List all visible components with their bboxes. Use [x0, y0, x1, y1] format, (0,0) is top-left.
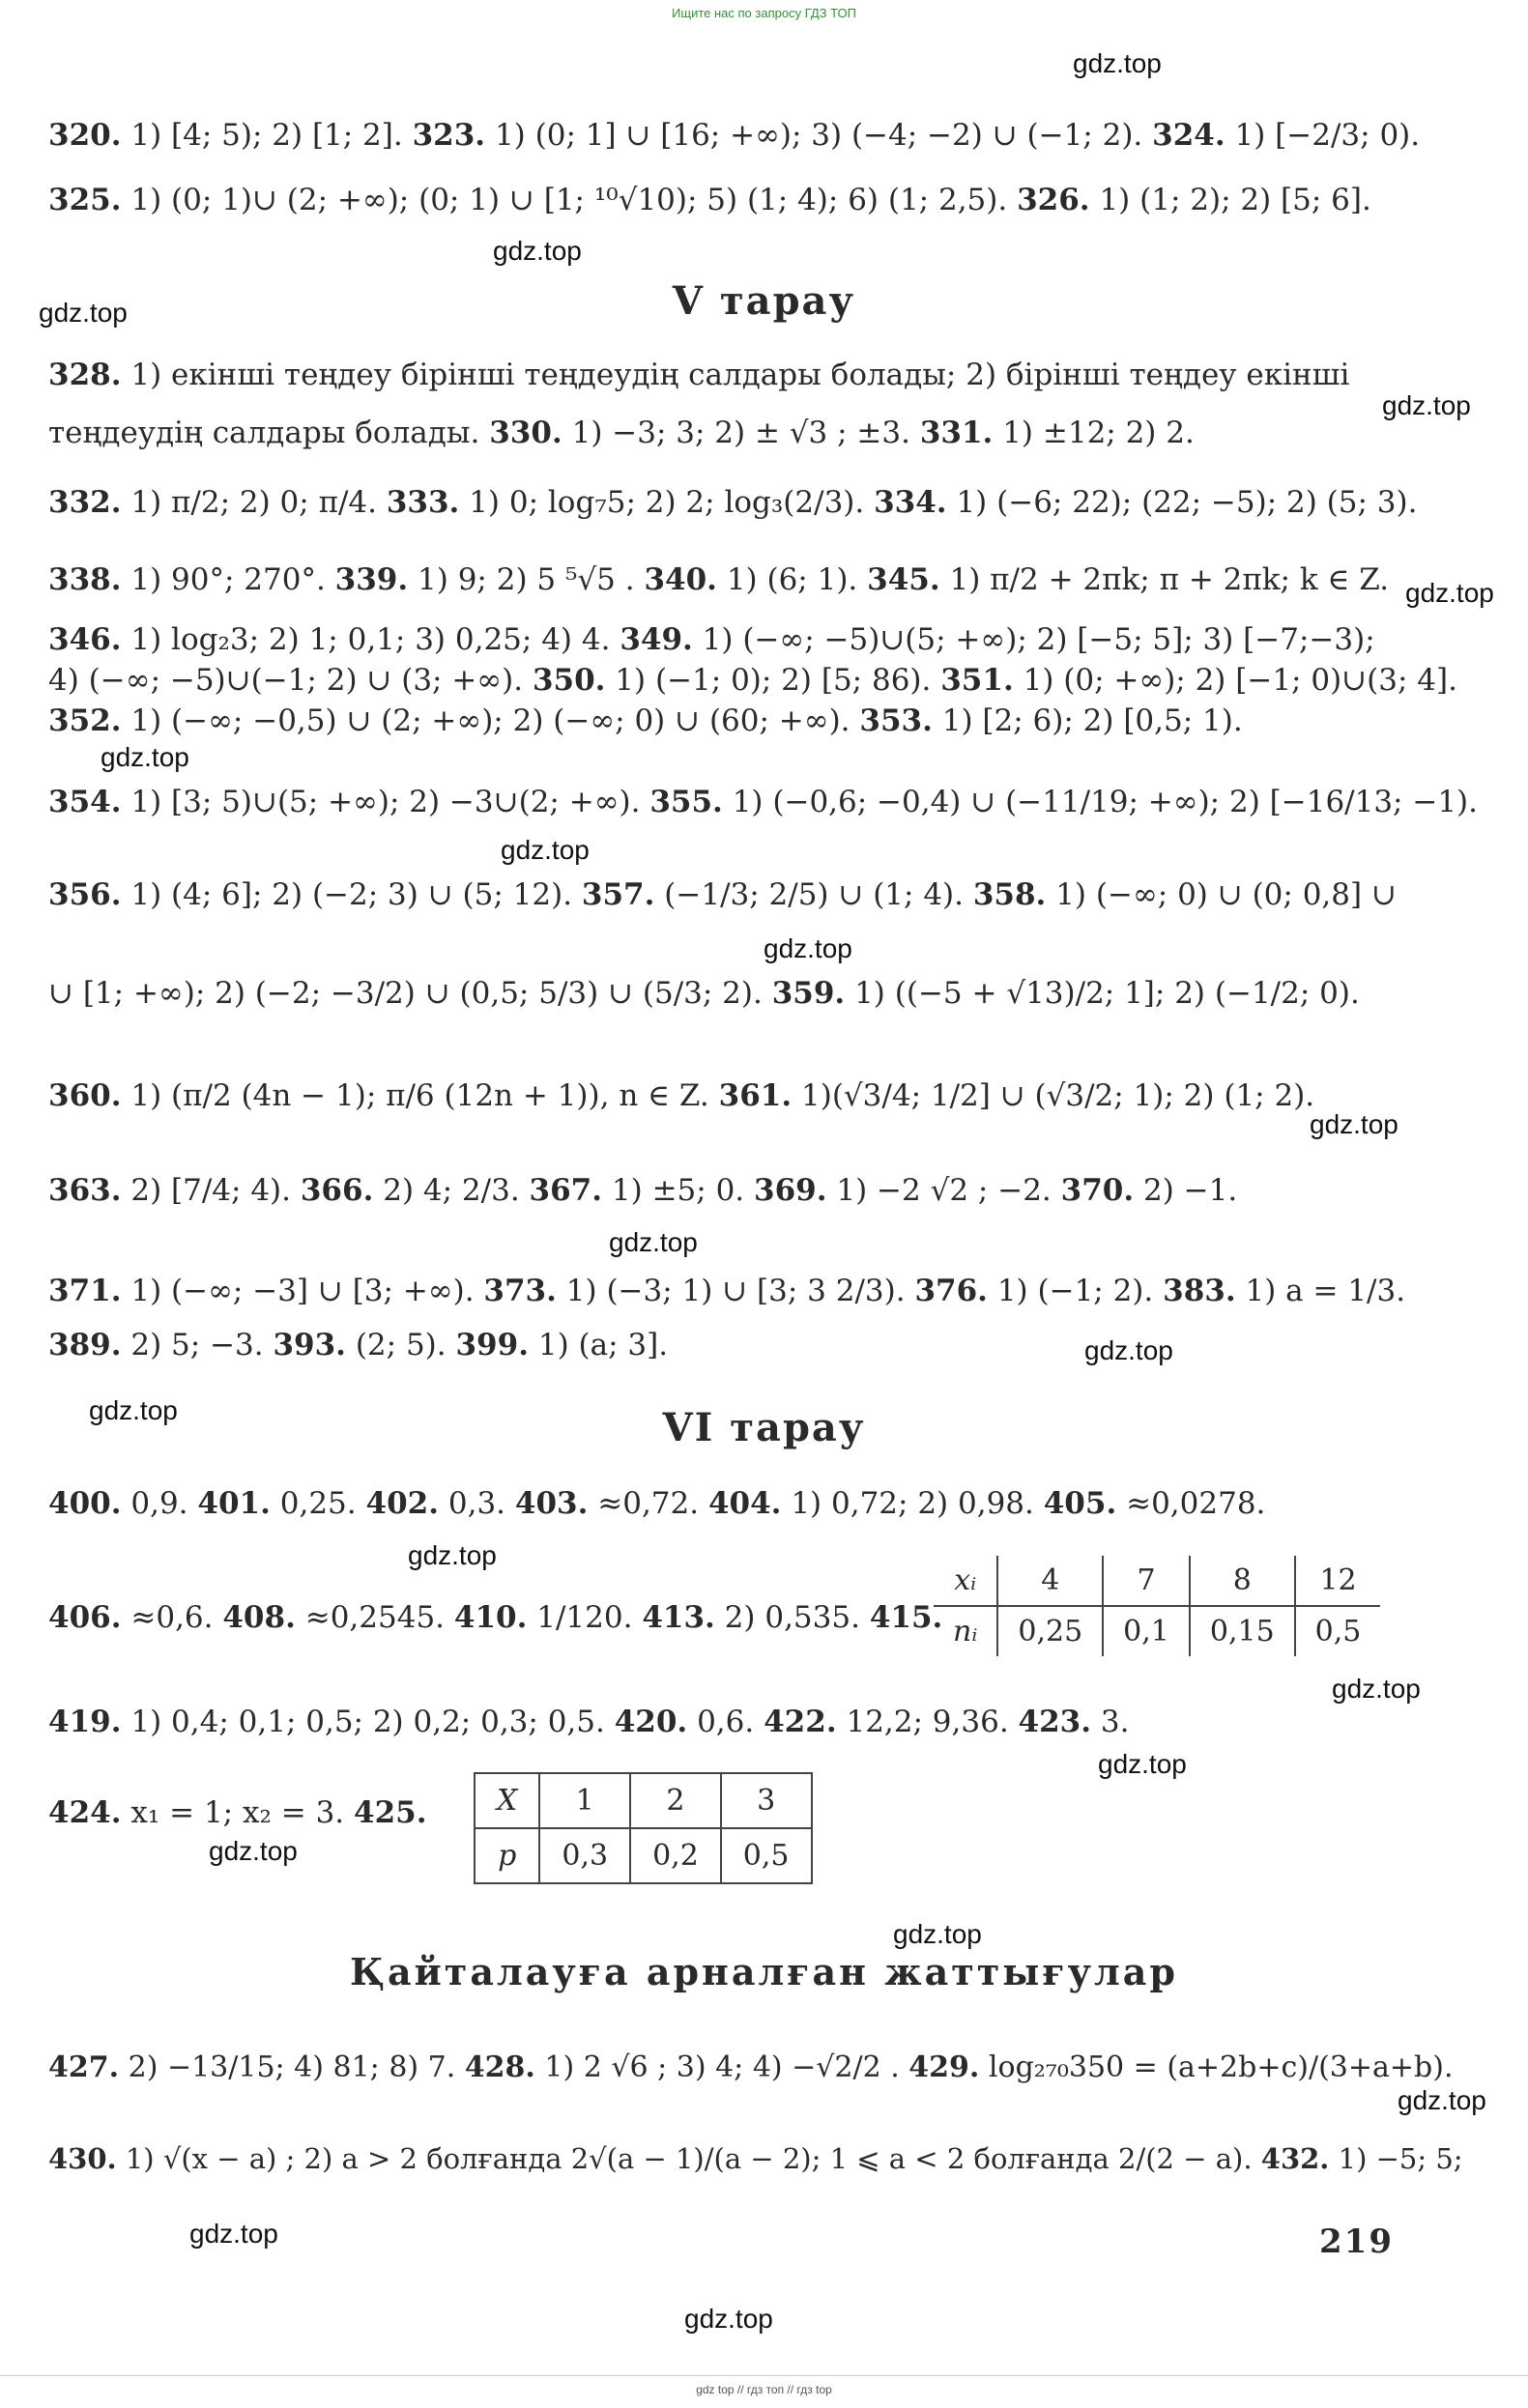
watermark-text: gdz.top — [501, 835, 590, 865]
table-cell: 0,5 — [1295, 1606, 1381, 1656]
watermark-text: gdz.top — [1405, 578, 1494, 608]
watermark-text: gdz.top — [101, 742, 189, 772]
watermark-text: gdz.top — [189, 2219, 278, 2249]
watermark-text: gdz.top — [1098, 1749, 1187, 1779]
watermark-text: gdz.top — [209, 1836, 298, 1866]
answer-line: 346. 1) log₂3; 2) 1; 0,1; 3) 0,25; 4) 4. 349. 1) (−∞; −5)∪(5; +∞); 2) [−5; 5]; 3) [−7;−3); — [48, 622, 1375, 657]
answer-line: 400. 0,9. 401. 0,25. 402. 0,3. 403. ≈0,72. 404. 1) 0,72; 2) 0,98. 405. ≈0,0278. — [48, 1486, 1266, 1521]
watermark-text: gdz.top — [39, 298, 128, 328]
header-note: Ищите нас по запросу ГДЗ ТОП — [672, 6, 856, 20]
watermark-text: gdz.top — [493, 236, 582, 266]
answer-line: 325. 1) (0; 1)∪ (2; +∞); (0; 1) ∪ [1; ¹⁰√10); 5) (1; 4); 6) (1; 2,5). 326. 1) (1; 2); 2) [5; 6]. — [48, 183, 1371, 217]
answer-line: 338. 1) 90°; 270°. 339. 1) 9; 2) 5 ⁵√5 . 340. 1) (6; 1). 345. 1) π/2 + 2πk; π + 2πk; k ∈ Z. — [48, 562, 1390, 597]
table-cell: 2 — [630, 1773, 721, 1828]
watermark-text: gdz.top — [1084, 1335, 1173, 1365]
table-cell: 8 — [1190, 1556, 1295, 1606]
answer-line: 354. 1) [3; 5)∪(5; +∞); 2) −3∪(2; +∞). 355. 1) (−0,6; −0,4) ∪ (−11/19; +∞); 2) [−16/13; −1). — [48, 785, 1479, 819]
watermark-text: gdz.top — [1382, 390, 1471, 420]
frequency-table — [934, 1556, 1380, 1656]
watermark-text: gdz.top — [408, 1540, 497, 1570]
watermark-text: gdz.top — [1332, 1674, 1421, 1704]
table-cell: 0,15 — [1190, 1606, 1295, 1656]
table-cell: X — [475, 1773, 539, 1828]
section-heading: VI тарау — [662, 1405, 866, 1450]
answer-line: 352. 1) (−∞; −0,5) ∪ (2; +∞); 2) (−∞; 0) ∪ (60; +∞). 353. 1) [2; 6); 2) [0,5; 1). — [48, 703, 1243, 738]
answer-line: 427. 2) −13/15; 4) 81; 8) 7. 428. 1) 2 √6 ; 3) 4; 4) −√2/2 . 429. log₂₇₀350 = (a+2b+c)/(3+a+b). — [48, 2050, 1454, 2084]
table-row — [475, 1828, 812, 1883]
table-cell: p — [475, 1828, 539, 1883]
watermark-text: gdz.top — [764, 933, 852, 963]
answer-line: 356. 1) (4; 6]; 2) (−2; 3) ∪ (5; 12). 357. (−1/3; 2/5) ∪ (1; 4). 358. 1) (−∞; 0) ∪ (0; 0,8] ∪ — [48, 877, 1397, 912]
watermark-text: gdz.top — [609, 1227, 698, 1257]
answer-line: 389. 2) 5; −3. 393. (2; 5). 399. 1) (a; 3]. — [48, 1328, 669, 1362]
table-row — [475, 1773, 812, 1828]
answer-line: 4) (−∞; −5)∪(−1; 2) ∪ (3; +∞). 350. 1) (−1; 0); 2) [5; 86). 351. 1) (0; +∞); 2) [−1; 0)∪(3; 4]. — [48, 663, 1457, 698]
table-cell: xᵢ — [934, 1556, 997, 1606]
answer-line: 328. 1) екінші теңдеу бірінші теңдеудің салдары болады; 2) бірінші теңдеу екінші — [48, 358, 1350, 392]
answer-line: 371. 1) (−∞; −3] ∪ [3; +∞). 373. 1) (−3; 1) ∪ [3; 3 2/3). 376. 1) (−1; 2). 383. 1) a = 1/3. — [48, 1274, 1406, 1308]
table-cell: nᵢ — [934, 1606, 997, 1656]
table-cell: 0,1 — [1103, 1606, 1190, 1656]
distribution-table — [474, 1772, 813, 1884]
footer-divider — [0, 2375, 1528, 2376]
table-cell: 0,5 — [721, 1828, 812, 1883]
table-row — [934, 1556, 1380, 1606]
table-cell: 0,3 — [539, 1828, 630, 1883]
answer-line: 332. 1) π/2; 2) 0; π/4. 333. 1) 0; log₇5; 2) 2; log₃(2/3). 334. 1) (−6; 22); (22; −5); 2) (5; 3). — [48, 485, 1418, 520]
watermark-text: gdz.top — [1398, 2085, 1486, 2115]
answer-line: 424. x₁ = 1; x₂ = 3. 425. — [48, 1795, 427, 1830]
answer-line: теңдеудің салдары болады. 330. 1) −3; 3; 2) ± √3 ; ±3. 331. 1) ±12; 2) 2. — [48, 416, 1195, 450]
table-cell: 12 — [1295, 1556, 1381, 1606]
section-heading: Қайталауға арналған жаттығулар — [350, 1950, 1178, 1993]
table-cell: 4 — [997, 1556, 1103, 1606]
watermark-text: gdz.top — [684, 2304, 773, 2334]
table-cell: 7 — [1103, 1556, 1190, 1606]
watermark-text: gdz.top — [1073, 48, 1162, 78]
answer-line: 430. 1) √(x − a) ; 2) a > 2 болғанда 2√(a − 1)/(a − 2); 1 ⩽ a < 2 болғанда 2/(2 − a). 432. 1) −5; 5; — [48, 2142, 1463, 2175]
answer-line: 363. 2) [7/4; 4). 366. 2) 4; 2/3. 367. 1) ±5; 0. 369. 1) −2 √2 ; −2. 370. 2) −1. — [48, 1173, 1238, 1208]
footer-note: gdz top // гдз топ // гдз top — [696, 2383, 832, 2396]
answer-line: ∪ [1; +∞); 2) (−2; −3/2) ∪ (0,5; 5/3) ∪ (5/3; 2). 359. 1) ((−5 + √13)/2; 1]; 2) (−1/2; 0). — [48, 976, 1360, 1011]
watermark-text: gdz.top — [1310, 1109, 1398, 1139]
table-cell: 1 — [539, 1773, 630, 1828]
section-heading: V тарау — [672, 278, 856, 324]
table-row — [934, 1606, 1380, 1656]
table-cell: 0,25 — [997, 1606, 1103, 1656]
answer-line: 406. ≈0,6. 408. ≈0,2545. 410. 1/120. 413. 2) 0,535. 415. — [48, 1600, 943, 1635]
watermark-text: gdz.top — [89, 1395, 178, 1425]
answer-line: 419. 1) 0,4; 0,1; 0,5; 2) 0,2; 0,3; 0,5. 420. 0,6. 422. 12,2; 9,36. 423. 3. — [48, 1705, 1130, 1739]
answer-line: 360. 1) (π/2 (4n − 1); π/6 (12n + 1)), n ∈ Z. 361. 1)(√3/4; 1/2] ∪ (√3/2; 1); 2) (1; 2). — [48, 1078, 1315, 1113]
table-cell: 3 — [721, 1773, 812, 1828]
table-cell: 0,2 — [630, 1828, 721, 1883]
page-number: 219 — [1319, 2222, 1394, 2261]
answer-line: 320. 1) [4; 5); 2) [1; 2]. 323. 1) (0; 1] ∪ [16; +∞); 3) (−4; −2) ∪ (−1; 2). 324. 1) [−2/3; 0). — [48, 118, 1421, 153]
watermark-text: gdz.top — [893, 1919, 982, 1949]
